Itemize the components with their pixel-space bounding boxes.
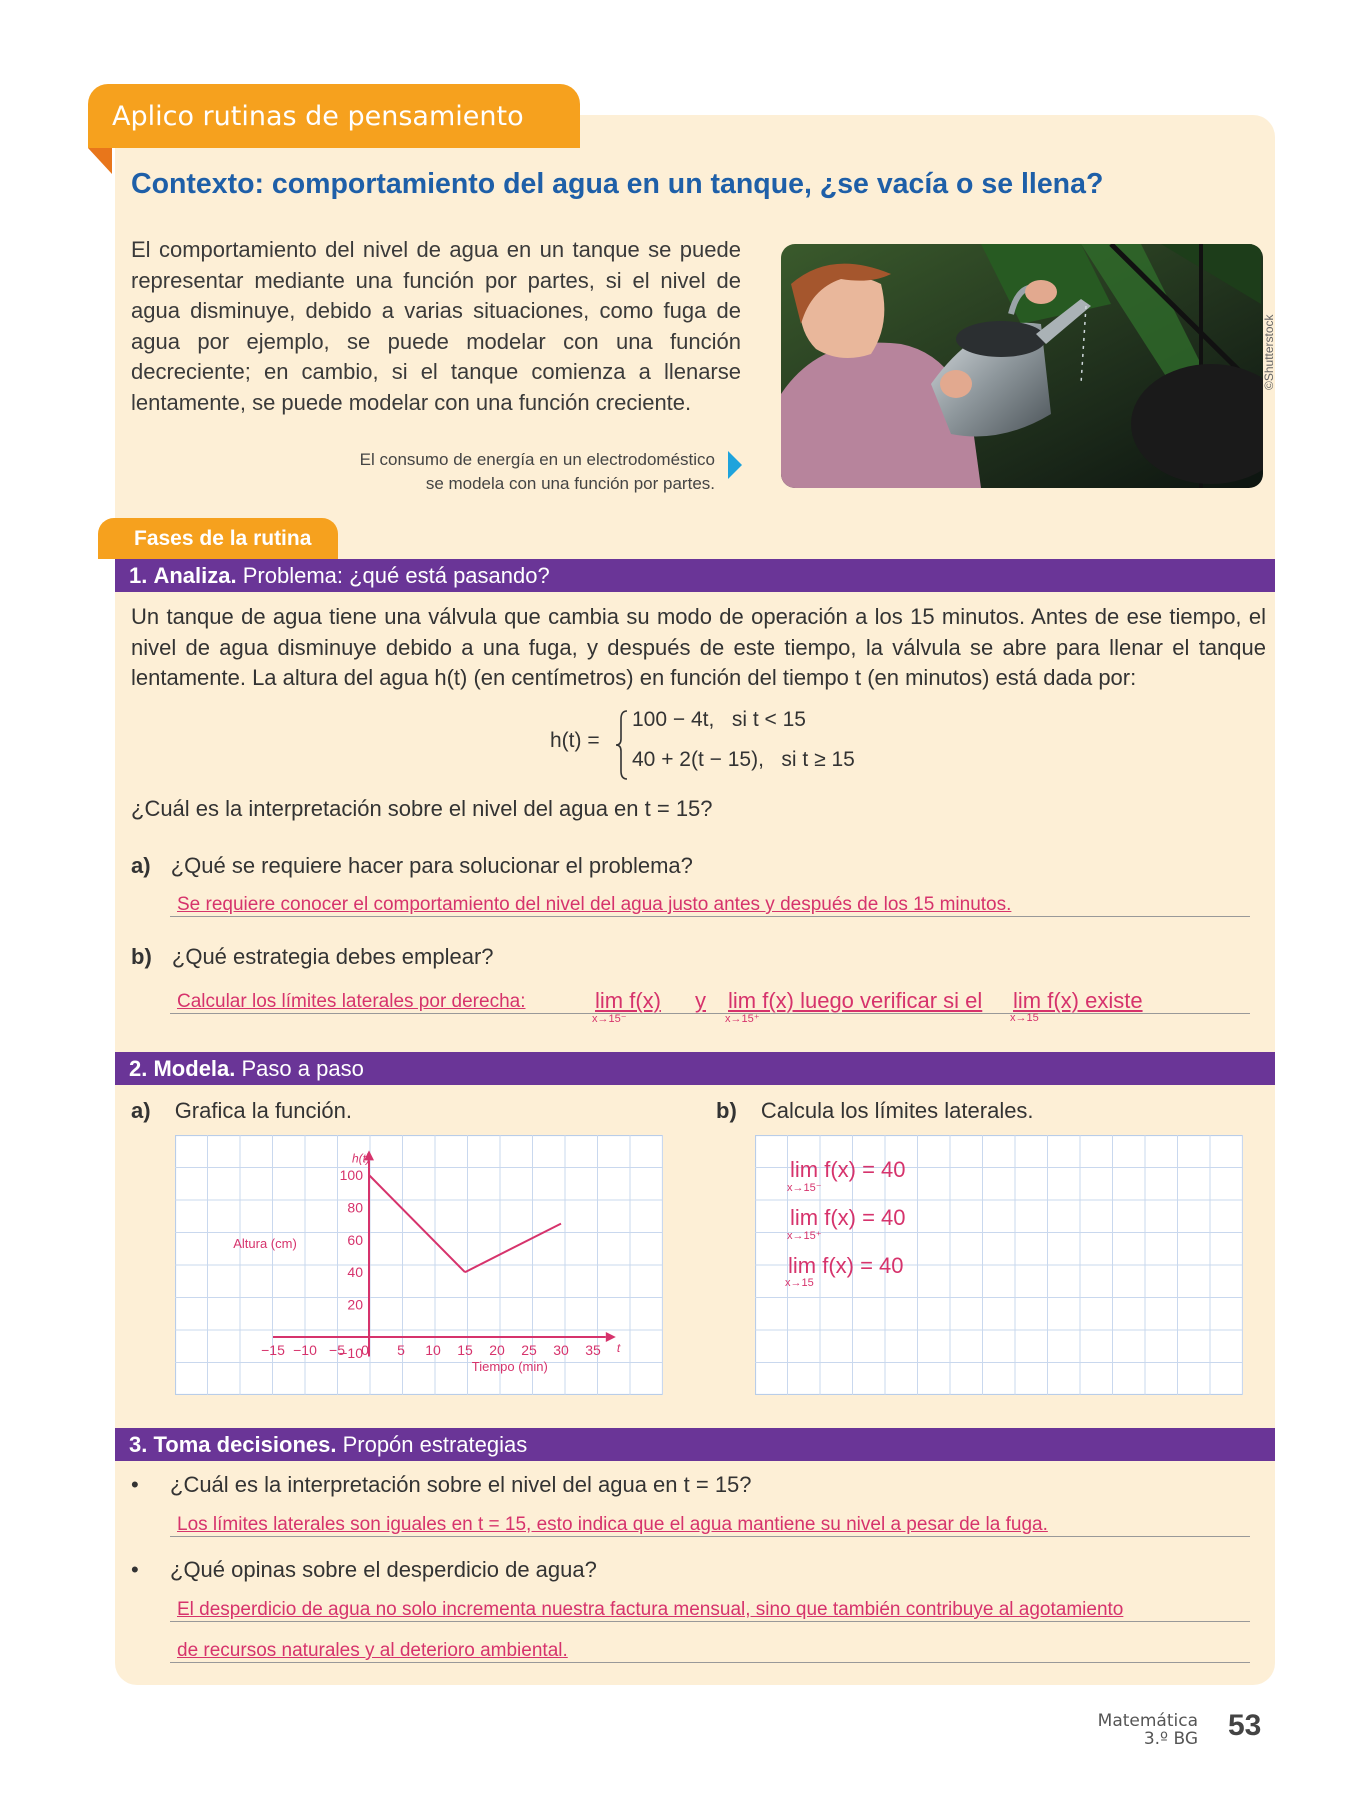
- x-tick-label: 10: [425, 1342, 441, 1358]
- function-graph: [175, 1135, 663, 1395]
- section-header-tab: Aplico rutinas de pensamiento: [88, 84, 580, 148]
- question-a-text: ¿Qué se requiere hacer para solucionar el problema?: [170, 853, 693, 878]
- y-tick-label: −10: [339, 1345, 363, 1362]
- brace-icon: [615, 709, 629, 781]
- bullet-1: •: [131, 1472, 139, 1497]
- answer-b-y: y: [695, 988, 706, 1013]
- decision-answer-1-line: [170, 1536, 1250, 1537]
- x-tick-label: 5: [397, 1342, 405, 1358]
- page-number: 53: [1228, 1709, 1262, 1742]
- formula-lhs: h(t) =: [550, 729, 600, 752]
- decision-question-1: ¿Cuál es la interpretación sobre el nivel del agua en t = 15?: [170, 1472, 752, 1497]
- x-tick-label: −15: [261, 1342, 285, 1358]
- chart-svg: [175, 1135, 663, 1395]
- question-b-text: ¿Qué estrategia debes emplear?: [171, 944, 494, 969]
- x-tick-label: 0: [361, 1342, 369, 1358]
- caption-arrow-icon: [728, 451, 742, 479]
- x-axis-variable: t: [616, 1341, 621, 1355]
- footer-grade: 3.º BG: [1143, 1729, 1198, 1749]
- problem-statement: Un tanque de agua tiene una válvula que cambia su modo de operación a los 15 minutos. Antes de ese tiempo, el nivel de agua disminuye debido a una fuga, y después de este tiempo, la válvula se abre para llenar el tanque lentamente. La altura del agua h(t) (en centímetros) en función del tiempo t (en minutos) está dada por:: [131, 604, 1266, 690]
- interpretation-question: ¿Cuál es la interpretación sobre el nivel del agua en t = 15?: [131, 796, 713, 821]
- formula-case-2: 40 + 2(t − 15), si t ≥ 15: [632, 748, 855, 771]
- bullet-2: •: [131, 1557, 139, 1582]
- task-b-text: Calcula los límites laterales.: [760, 1098, 1034, 1123]
- x-axis-label: Tiempo (min): [471, 1359, 548, 1374]
- section2-title: Paso a paso: [235, 1056, 364, 1081]
- task-a-text: Grafica la función.: [174, 1098, 352, 1123]
- y-tick-label: 60: [347, 1231, 363, 1248]
- caption-line-1: El consumo de energía en un electrodoméstico: [359, 450, 715, 469]
- y-tick-label: 100: [339, 1167, 363, 1183]
- task-a-label: a): [131, 1098, 151, 1123]
- page-title: Contexto: comportamiento del agua en un tanque, ¿se vacía o se llena?: [131, 168, 1104, 200]
- section3-title: Propón estrategias: [336, 1432, 528, 1457]
- section1-number: 1.: [129, 563, 148, 588]
- decision-answer-2-line2[interactable]: de recursos naturales y al deterioro ambiental.: [177, 1640, 568, 1661]
- footer-subject-name: Matemática: [1097, 1711, 1198, 1731]
- piecewise-formula: [550, 705, 930, 785]
- caption-line-2: se modela con una función por partes.: [425, 474, 715, 493]
- decision-answer-2-line1[interactable]: El desperdicio de agua no solo incrementa nuestra factura mensual, sino que también contribuye al agotamiento: [177, 1599, 1124, 1620]
- section1-bold: Analiza.: [153, 563, 237, 588]
- y-tick-label: 80: [347, 1199, 363, 1216]
- y-axis-label: Altura (cm): [233, 1235, 297, 1251]
- tab-fold-decoration: [88, 148, 112, 174]
- section2-bold: Modela.: [153, 1056, 236, 1081]
- limit-left: lim f(x) = 40 x→15⁻: [787, 1157, 906, 1194]
- answer-b-limit-2: lim f(x) luego verificar si el x→15⁺: [725, 988, 983, 1025]
- section2-bar: [115, 1052, 1275, 1085]
- decision-question-2: ¿Qué opinas sobre el desperdicio de agua?: [170, 1557, 597, 1582]
- decision-answer-2-line-1: [170, 1621, 1250, 1622]
- footer-subject: [1098, 1712, 1198, 1748]
- photo-credit: ©Shutterstock: [1262, 314, 1276, 390]
- task-b-label: b): [716, 1098, 737, 1123]
- section3-number: 3.: [129, 1432, 148, 1457]
- x-tick-label: −5: [329, 1342, 345, 1358]
- x-axis-arrow: [606, 1332, 616, 1342]
- question-b: [131, 944, 494, 970]
- intro-paragraph: El comportamiento del nivel de agua en un tanque se puede representar mediante una función por partes, si el nivel de agua disminuye, debido a varias situaciones, como fuga de agua por ejemplo, se puede modelar con una función decreciente; en cambio, si el tanque comienza a llenarse lentamente, se puede modelar con una función creciente.: [131, 237, 741, 415]
- phases-tab: Fases de la rutina: [98, 518, 338, 559]
- y-tick-label: 40: [347, 1264, 363, 1281]
- decision-answer-2-line-2: [170, 1662, 1250, 1663]
- x-tick-label: 25: [521, 1342, 537, 1358]
- x-tick-label: 20: [489, 1342, 505, 1358]
- answer-b-start[interactable]: Calcular los límites laterales por derecha:: [177, 991, 526, 1012]
- limit-right: lim f(x) = 40 x→15⁺: [787, 1205, 906, 1242]
- x-tick-label: 15: [457, 1342, 473, 1358]
- y-tick-label: 20: [347, 1296, 363, 1313]
- photo-illustration: [781, 244, 1263, 488]
- task-a: [131, 1098, 352, 1124]
- task-b: [716, 1098, 1034, 1124]
- section3-bar: [115, 1428, 1275, 1461]
- answer-a-line: [170, 916, 1250, 917]
- x-tick-label: −10: [293, 1342, 317, 1358]
- answer-a[interactable]: Se requiere conocer el comportamiento del nivel del agua justo antes y después de los 15 minutos.: [177, 894, 1012, 915]
- formula-case-1: 100 − 4t, si t < 15: [632, 708, 806, 731]
- question-a: [131, 853, 693, 879]
- section3-bold: Toma decisiones.: [153, 1432, 337, 1457]
- section1-title: Problema: ¿qué está pasando?: [236, 563, 550, 588]
- section2-number: 2.: [129, 1056, 148, 1081]
- x-tick-label: 35: [585, 1342, 601, 1358]
- limit-two-sided: lim f(x) = 40 x→15: [785, 1253, 904, 1289]
- decision-answer-1[interactable]: Los límites laterales son iguales en t = 15, esto indica que el agua mantiene su nivel a pesar de la fuga.: [177, 1514, 1048, 1535]
- answer-b-limit-3: lim f(x) existe x→15: [1010, 988, 1143, 1024]
- x-tick-label: 30: [553, 1342, 569, 1358]
- y-axis-title: h(t): [352, 1151, 370, 1166]
- photo-caption: [300, 448, 715, 496]
- section1-bar: [115, 559, 1275, 592]
- series-line-1: [369, 1175, 465, 1272]
- watering-can-photo: [781, 244, 1263, 488]
- answer-b-limit-1: lim f(x) x→15⁻: [592, 988, 661, 1025]
- question-b-label: b): [131, 944, 152, 969]
- question-a-label: a): [131, 853, 151, 878]
